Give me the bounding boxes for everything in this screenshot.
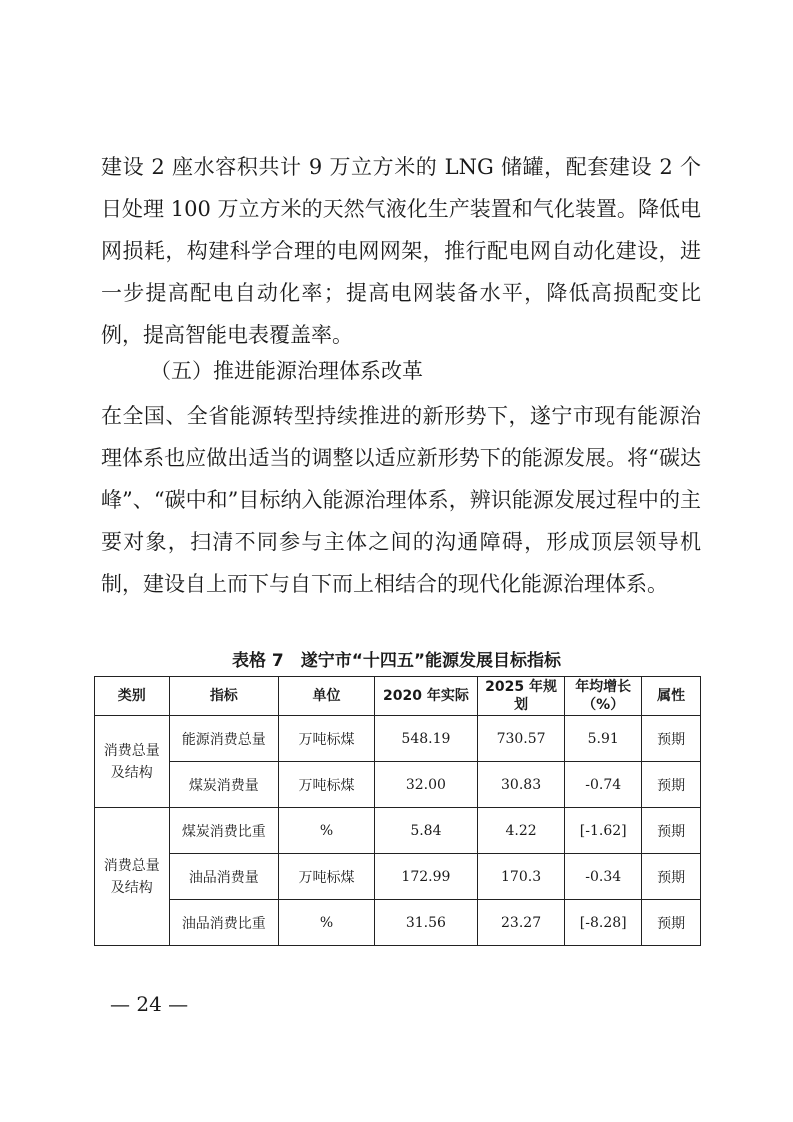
unit-cell: 万吨标煤 bbox=[279, 762, 375, 808]
unit-cell: 万吨标煤 bbox=[279, 716, 375, 762]
page-number: — 24 — bbox=[110, 992, 189, 1016]
unit-cell: 万吨标煤 bbox=[279, 854, 375, 900]
table-header-row bbox=[95, 677, 701, 716]
body-paragraph-1 bbox=[101, 146, 701, 356]
category-cell: 消费总量及结构 bbox=[95, 716, 170, 808]
value-2020-cell: 32.00 bbox=[374, 762, 477, 808]
header-attribute: 属性 bbox=[642, 677, 701, 716]
growth-cell: [-8.28] bbox=[565, 900, 642, 946]
table-row bbox=[95, 762, 701, 808]
indicator-cell: 能源消费总量 bbox=[169, 716, 279, 762]
header-annual-growth: 年均增长（%） bbox=[565, 677, 642, 716]
table-row bbox=[95, 854, 701, 900]
value-2025-cell: 170.3 bbox=[477, 854, 564, 900]
indicator-cell: 煤炭消费比重 bbox=[169, 808, 279, 854]
attribute-cell: 预期 bbox=[642, 900, 701, 946]
indicator-cell: 油品消费量 bbox=[169, 854, 279, 900]
section-heading: （五）推进能源治理体系改革 bbox=[150, 359, 423, 383]
indicator-cell: 煤炭消费量 bbox=[169, 762, 279, 808]
header-unit: 单位 bbox=[279, 677, 375, 716]
table-caption: 表格 7 遂宁市“十四五”能源发展目标指标 bbox=[231, 651, 562, 671]
attribute-cell: 预期 bbox=[642, 716, 701, 762]
attribute-cell: 预期 bbox=[642, 762, 701, 808]
unit-cell: % bbox=[279, 808, 375, 854]
header-indicator: 指标 bbox=[169, 677, 279, 716]
header-2025-plan: 2025 年规划 bbox=[477, 677, 564, 716]
growth-cell: [-1.62] bbox=[565, 808, 642, 854]
header-category: 类别 bbox=[95, 677, 170, 716]
value-2020-cell: 5.84 bbox=[374, 808, 477, 854]
attribute-cell: 预期 bbox=[642, 854, 701, 900]
header-2020-actual: 2020 年实际 bbox=[374, 677, 477, 716]
energy-targets-table bbox=[94, 676, 701, 946]
table-row bbox=[95, 808, 701, 854]
indicator-cell: 油品消费比重 bbox=[169, 900, 279, 946]
paragraph-text: 建设 2 座水容积共计 9 万立方米的 LNG 储罐，配套建设 2 个日处理 100 万立方米的天然气液化生产装置和气化装置。降低电网损耗，构建科学合理的电网网架，推行配电网自动化建设，进一步提高配电自动化率；提高电网装备水平，降低高损配变比例，提高智能电表覆盖率。 bbox=[101, 155, 701, 347]
value-2025-cell: 30.83 bbox=[477, 762, 564, 808]
value-2025-cell: 730.57 bbox=[477, 716, 564, 762]
growth-cell: 5.91 bbox=[565, 716, 642, 762]
unit-cell: % bbox=[279, 900, 375, 946]
value-2025-cell: 23.27 bbox=[477, 900, 564, 946]
value-2020-cell: 548.19 bbox=[374, 716, 477, 762]
table-row bbox=[95, 900, 701, 946]
paragraph-text: 在全国、全省能源转型持续推进的新形势下，遂宁市现有能源治理体系也应做出适当的调整以适应新形势下的能源发展。将“碳达峰”、“碳中和”目标纳入能源治理体系，辨识能源发展过程中的主要对象，扫清不同参与主体之间的沟通障碍，形成顶层领导机制，建设自上而下与自下而上相结合的现代化能源治理体系。 bbox=[101, 404, 701, 596]
table-row bbox=[95, 716, 701, 762]
value-2025-cell: 4.22 bbox=[477, 808, 564, 854]
category-cell: 消费总量及结构 bbox=[95, 808, 170, 946]
growth-cell: -0.34 bbox=[565, 854, 642, 900]
body-paragraph-2 bbox=[101, 395, 701, 605]
value-2020-cell: 31.56 bbox=[374, 900, 477, 946]
attribute-cell: 预期 bbox=[642, 808, 701, 854]
growth-cell: -0.74 bbox=[565, 762, 642, 808]
value-2020-cell: 172.99 bbox=[374, 854, 477, 900]
